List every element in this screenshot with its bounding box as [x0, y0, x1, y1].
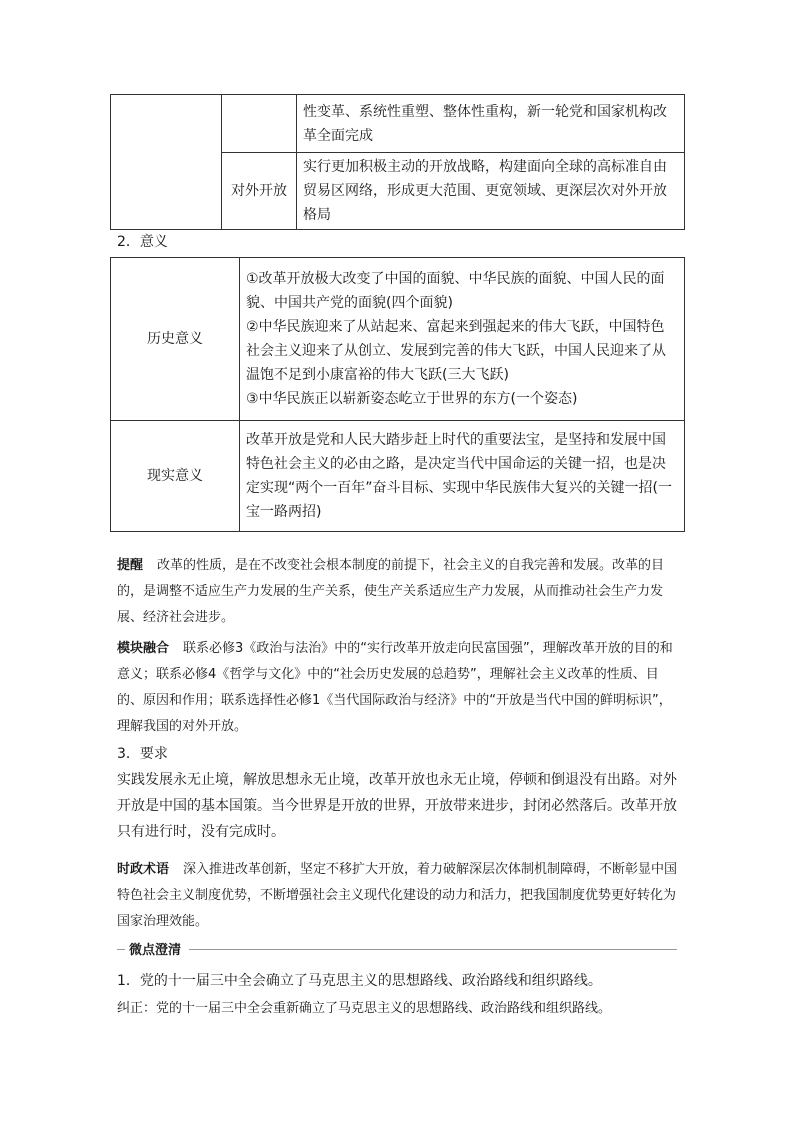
section-heading: 2．意义: [117, 234, 168, 250]
divider-line: [117, 949, 125, 950]
reform-table-continued: [110, 94, 685, 230]
significance-table: [110, 257, 685, 532]
correction-text: 纠正：党的十一届三中全会重新确立了马克思主义的思想路线、政治路线和组织路线。: [117, 1001, 612, 1016]
clarify-heading: 微点澄清: [127, 939, 183, 958]
table-cell-text: 实行更加积极主动的开放战略，构建面向全球的高标准自由贸易区网络，形成更大范围、更宽领域、更深层次对外开放格局: [297, 153, 685, 230]
table-cell-label: 现实意义: [111, 421, 240, 532]
tip-text: 改革的性质，是在不改变社会根本制度的前提下，社会主义的自我完善和发展。改革的目的，是调整不适应生产力发展的生产关系，使生产关系适应生产力发展，从而推动社会生产力发展、经济社会进步。: [117, 558, 665, 625]
module-text: 联系必修3《政治与法治》中的“实行改革开放走向民富国强”，理解改革开放的目的和意义；联系必修4《哲学与文化》中的“社会历史发展的总趋势”，理解社会主义改革的性质、目的、原因和作用；联系选择性必修1《当代国际政治与经济》中的“开放是当代中国的鲜明标识”，理解我国的对外开放。: [117, 641, 673, 734]
clarify-item: 1．党的十一届三中全会确立了马克思主义的思想路线、政治路线和组织路线。: [117, 973, 602, 989]
list-item: ②中华民族迎来了从站起来、富起来到强起来的伟大飞跃，中国特色社会主义迎来了从创立、发展到完善的伟大飞跃，中国人民迎来了从温饱不足到小康富裕的伟大飞跃(三大飞跃): [246, 319, 666, 383]
terms-label: 时政术语: [117, 862, 170, 877]
module-paragraph: [117, 636, 683, 740]
tip-label: 提醒: [117, 558, 144, 573]
section-heading: 3．要求: [117, 746, 168, 762]
table-cell-text: 改革开放是党和人民大踏步赶上时代的重要法宝，是坚持和发展中国特色社会主义的必由之路，是决定当代中国命运的关键一招，也是决定实现“两个一百年”奋斗目标、实现中华民族伟大复兴的关键一招(一宝一路两招): [240, 421, 685, 532]
terms-text: 深入推进改革创新，坚定不移扩大开放，着力破解深层次体制机制障碍，不断彰显中国特色社会主义制度优势，不断增强社会主义现代化建设的动力和活力，把我国制度优势更好转化为国家治理效能。: [117, 862, 678, 929]
table-empty-cell: [111, 95, 222, 230]
table-cell-label: 对外开放: [222, 153, 297, 230]
module-label: 模块融合: [117, 641, 170, 656]
list-item: ③中华民族正以崭新姿态屹立于世界的东方(一个姿态): [246, 391, 578, 407]
divider-line: [189, 949, 677, 950]
table-cell-text: 性变革、系统性重塑、整体性重构，新一轮党和国家机构改革全面完成: [297, 95, 685, 153]
requirement-paragraph: 实践发展永无止境，解放思想永无止境，改革开放也永无止境，停顿和倒退没有出路。对外开放是中国的基本国策。当今世界是开放的世界，开放带来进步，封闭必然落后。改革开放只有进行时，没有完成时。: [117, 772, 677, 840]
clarify-divider: [117, 942, 677, 956]
table-cell-label: 历史意义: [111, 258, 240, 421]
terms-paragraph: [117, 857, 683, 935]
list-item: ①改革开放极大改变了中国的面貌、中华民族的面貌、中国人民的面貌、中国共产党的面貌(四个面貌): [246, 271, 665, 311]
historical-significance-cell: [240, 258, 685, 421]
table-empty-cell: [222, 95, 297, 153]
tip-paragraph: [117, 553, 683, 631]
